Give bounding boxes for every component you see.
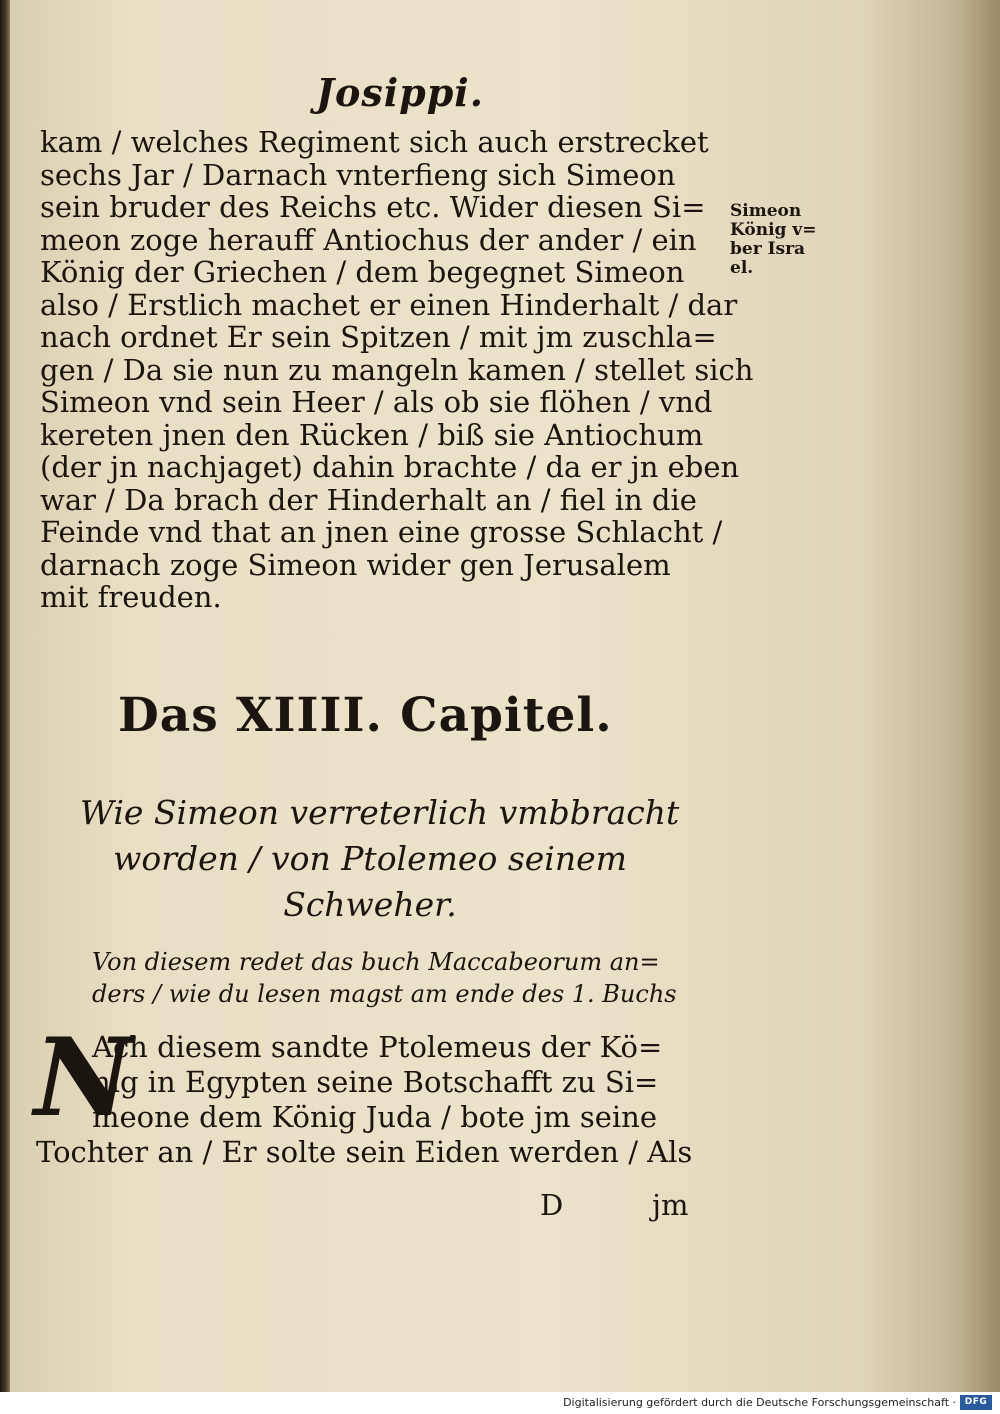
paragraph-line: Ach diesem sandte Ptolemeus der Kö= — [92, 1030, 663, 1064]
text-line: kereten jnen den Rücken / biß sie Antiochum — [40, 417, 704, 452]
margin-note-line: el. — [730, 258, 754, 278]
chapter-title-line: worden / von Ptolemeo seinem — [113, 839, 627, 878]
text-line: (der jn nachjaget) dahin brachte / da er jn eben — [40, 450, 740, 484]
text-line: darnach zoge Simeon wider gen Jerusalem — [40, 547, 671, 582]
body-text — [40, 125, 754, 614]
dfg-logo: DFG — [960, 1395, 992, 1410]
text-line: gen / Da sie nun zu mangeln kamen / stellet sich — [40, 352, 754, 387]
text-line: kam / welches Regiment sich auch erstrecket — [40, 125, 709, 159]
funding-credit: Digitalisierung gefördert durch die Deutsche Forschungsgemeinschaft · — [563, 1396, 956, 1409]
paragraph-line: meone dem König Juda / bote jm seine — [92, 1100, 657, 1134]
text-line: Feinde vnd that an jnen eine grosse Schlacht / — [40, 515, 723, 549]
margin-note — [730, 202, 830, 278]
chapter-title-line: Schweher. — [283, 885, 457, 924]
chapter-paragraph — [36, 1030, 702, 1170]
text-line: nach ordnet Er sein Spitzen / mit jm zuschla= — [40, 320, 717, 354]
text-line: sein bruder des Reichs etc. Wider diesen Si= — [40, 190, 706, 224]
chapter-title — [80, 790, 680, 928]
source-note — [92, 946, 702, 1010]
footer-bar — [0, 1392, 1000, 1414]
running-head: Josippi. — [316, 70, 484, 115]
chapter-heading: Das XIIII. Capitel. — [118, 688, 613, 743]
catchword: jm — [652, 1188, 689, 1222]
book-spine — [0, 0, 10, 1392]
paragraph-line: nig in Egypten seine Botschafft zu Si= — [92, 1065, 659, 1099]
margin-note-line: König v= — [730, 220, 817, 240]
source-note-line: Von diesem redet das buch Maccabeorum an= — [92, 948, 660, 976]
text-line: also / Erstlich machet er einen Hinderhalt / dar — [40, 287, 738, 322]
text-line: meon zoge herauff Antiochus der ander / ein — [40, 222, 697, 257]
margin-note-line: Simeon — [730, 201, 802, 221]
margin-note-line: ber Isra — [730, 239, 806, 259]
text-line: Simeon vnd sein Heer / als ob sie flöhen / vnd — [40, 385, 713, 419]
chapter-title-line: Wie Simeon verreterlich vmbbracht — [80, 793, 680, 832]
text-line: König der Griechen / dem begegnet Simeon — [40, 255, 685, 289]
text-line: war / Da brach der Hinderhalt an / fiel in die — [40, 482, 697, 517]
decorated-initial: N — [34, 1015, 133, 1141]
source-note-line: ders / wie du lesen magst am ende des 1. Buchs — [92, 980, 677, 1008]
signature-mark: D — [540, 1188, 564, 1222]
paragraph-line: Tochter an / Er solte sein Eiden werden / Als — [36, 1135, 693, 1169]
text-line: mit freuden. — [40, 580, 222, 614]
text-line: sechs Jar / Darnach vnterfieng sich Simeon — [40, 157, 676, 192]
page-edge-shadow — [962, 0, 1000, 1392]
